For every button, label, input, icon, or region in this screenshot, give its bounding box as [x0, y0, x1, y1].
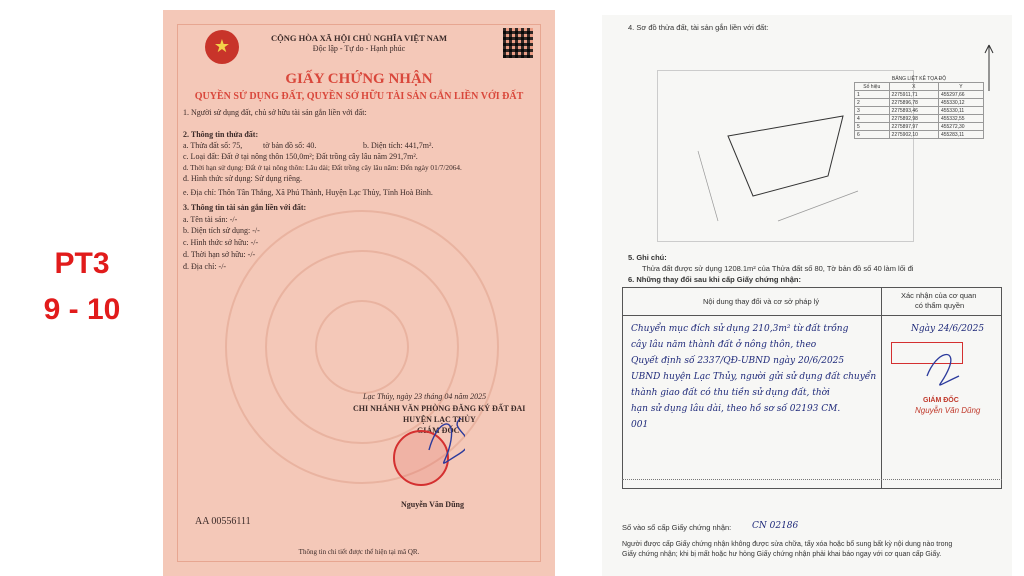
coord-row: [855, 91, 984, 99]
handwritten-line-2: cây lâu năm thành đất ở nông thôn, theo: [631, 340, 817, 350]
footer-line-1: Người được cấp Giấy chứng nhận không được sửa chữa, tẩy xóa hoặc bổ sung bất kỳ nội dung nào trong: [622, 541, 953, 548]
issue-date: Lạc Thủy, ngày 23 tháng 04 năm 2025: [363, 392, 487, 401]
coord-cell: 455283,11: [938, 131, 983, 139]
land-type: c. Loại đất: Đất ở tại nông thôn 150,0m²; Đất trồng cây lâu năm 291,7m².: [183, 152, 418, 161]
coord-cell: 455272,30: [938, 123, 983, 131]
certificate-page-2: [602, 15, 1012, 576]
coord-table-title: BẢNG LIỆT KÊ TỌA ĐỘ: [891, 75, 947, 82]
asset-address: đ. Địa chỉ: -/-: [183, 262, 227, 271]
coord-cell: 455297,66: [938, 91, 983, 99]
certificate-front: [163, 10, 555, 576]
stamp-signer-name: Nguyễn Văn Dũng: [915, 406, 981, 415]
coord-cell: 455332,55: [938, 115, 983, 123]
coord-cell: 455330,11: [938, 107, 983, 115]
coord-row: [855, 131, 984, 139]
signature-icon: [923, 346, 963, 391]
slide-label-range: 9 - 10: [43, 293, 121, 326]
map-sheet: tờ bản đồ số: 40.: [263, 141, 317, 150]
slide-label-pt3: PT3: [54, 247, 110, 280]
col-content-header: Nội dung thay đổi và cơ sở pháp lý: [703, 297, 820, 306]
issuing-district: HUYỆN LẠC THỦY: [403, 415, 476, 424]
register-label: Số vào sổ cấp Giấy chứng nhận:: [622, 523, 732, 532]
coord-cell: 455330,12: [938, 99, 983, 107]
handwritten-line-4: UBND huyện Lạc Thủy, người gửi sử dụng đất chuyển: [631, 372, 877, 382]
coord-header: X: [889, 83, 938, 91]
handwritten-line-3: Quyết định số 2337/QĐ-UBND ngày 20/6/2025: [631, 356, 845, 366]
handwritten-line-5: thành giao đất có thu tiền sử dụng đất, thời: [631, 388, 830, 398]
section-2-heading: 2. Thông tin thửa đất:: [183, 130, 259, 139]
motto: Độc lập - Tự do - Hạnh phúc: [312, 44, 406, 53]
plot-area: b. Diện tích: 441,7m².: [363, 141, 434, 150]
north-arrow-icon: [982, 43, 996, 93]
coord-cell: 2275892,98: [889, 115, 938, 123]
certificate-subtitle: QUYỀN SỬ DỤNG ĐẤT, QUYỀN SỞ HỮU TÀI SẢN GẮN LIỀN VỚI ĐẤT: [194, 91, 524, 102]
table-header-line: [623, 315, 1001, 316]
handwritten-date: Ngày 24/6/2025: [911, 324, 985, 334]
plot-number: a. Thửa đất số: 75,: [183, 141, 243, 150]
col-confirm-header-1: Xác nhận của cơ quan: [901, 291, 977, 300]
use-term: d. Thời hạn sử dụng: Đất ở tại nông thôn: Lâu dài; Đất trồng cây lâu năm: Đến ngày 01/7/2064.: [183, 163, 462, 172]
coord-cell: 2275893,46: [889, 107, 938, 115]
qr-info-footer: Thông tin chi tiết được thể hiện tại mã QR.: [298, 548, 420, 556]
coord-cell: 2275911,71: [889, 91, 938, 99]
section-6-heading: 6. Những thay đổi sau khi cấp Giấy chứng nhận:: [628, 275, 801, 284]
coord-cell: 2: [855, 99, 890, 107]
register-number: CN 02186: [752, 521, 799, 531]
section-4-heading: 4. Sơ đồ thửa đất, tài sản gắn liền với đất:: [628, 23, 769, 32]
coord-row: [855, 107, 984, 115]
coord-cell: 6: [855, 131, 890, 139]
coord-row: [855, 115, 984, 123]
coord-cell: 2275902,10: [889, 131, 938, 139]
section-5-heading: 5. Ghi chú:: [628, 253, 667, 262]
changes-table: [622, 287, 1002, 489]
table-divider: [881, 288, 882, 488]
asset-form: c. Hình thức sở hữu: -/-: [183, 238, 259, 247]
note-text: Thửa đất được sử dụng 1208.1m² của Thửa đất số 80, Tờ bản đồ số 40 làm lối đi: [642, 264, 914, 273]
asset-area: b. Diện tích sử dụng: -/-: [183, 226, 260, 235]
plot-address: e. Địa chỉ: Thôn Tân Thắng, Xã Phú Thành, Huyện Lạc Thủy, Tỉnh Hoà Bình.: [183, 188, 433, 197]
coord-cell: 4: [855, 115, 890, 123]
signer-name: Nguyễn Văn Dũng: [401, 500, 464, 509]
coord-header: Số hiệu: [855, 83, 890, 91]
handwritten-line-1: Chuyển mục đích sử dụng 210,3m² từ đất trồng: [631, 324, 849, 334]
coord-cell: 3: [855, 107, 890, 115]
section-3-heading: 3. Thông tin tài sản gắn liền với đất:: [183, 203, 307, 212]
coord-cell: 2275897,97: [889, 123, 938, 131]
asset-term: d. Thời hạn sở hữu: -/-: [183, 250, 256, 259]
coord-cell: 1: [855, 91, 890, 99]
serial-number: AA 00556111: [195, 516, 251, 527]
coord-row: [855, 123, 984, 131]
use-form: đ. Hình thức sử dụng: Sử dụng riêng.: [183, 174, 303, 183]
certificate-title: GIẤY CHỨNG NHẬN: [285, 71, 433, 87]
col-confirm-header-2: có thẩm quyền: [915, 301, 965, 310]
coord-header: Y: [938, 83, 983, 91]
coordinate-table: [854, 75, 984, 139]
bronze-drum-core: [315, 300, 409, 394]
stamp-director-title: GIÁM ĐỐC: [923, 397, 959, 404]
footer-line-2: Giấy chứng nhận; khi bị mất hoặc hư hỏng Giấy chứng nhận phải khai báo ngay với cơ quan cấp Giấy.: [622, 551, 942, 558]
nation-heading: CỘNG HÒA XÃ HỘI CHỦ NGHĨA VIỆT NAM: [270, 33, 448, 43]
coord-cell: 2275896,78: [889, 99, 938, 107]
separator-line: [622, 479, 1002, 480]
handwritten-line-6: hạn sử dụng lâu dài, theo hồ sơ số 02193 CM.: [631, 404, 841, 414]
signature-icon: [425, 410, 465, 480]
asset-name: a. Tên tài sản: -/-: [183, 215, 238, 224]
owner-line: 1. Người sử dụng đất, chủ sở hữu tài sản gắn liền với đất:: [183, 108, 367, 117]
handwritten-line-7: 001: [631, 420, 649, 430]
director-title: GIÁM ĐỐC: [417, 426, 460, 435]
issuing-office: CHI NHÁNH VĂN PHÒNG ĐĂNG KÝ ĐẤT ĐAI: [353, 404, 526, 413]
coord-cell: 5: [855, 123, 890, 131]
coord-row: [855, 99, 984, 107]
